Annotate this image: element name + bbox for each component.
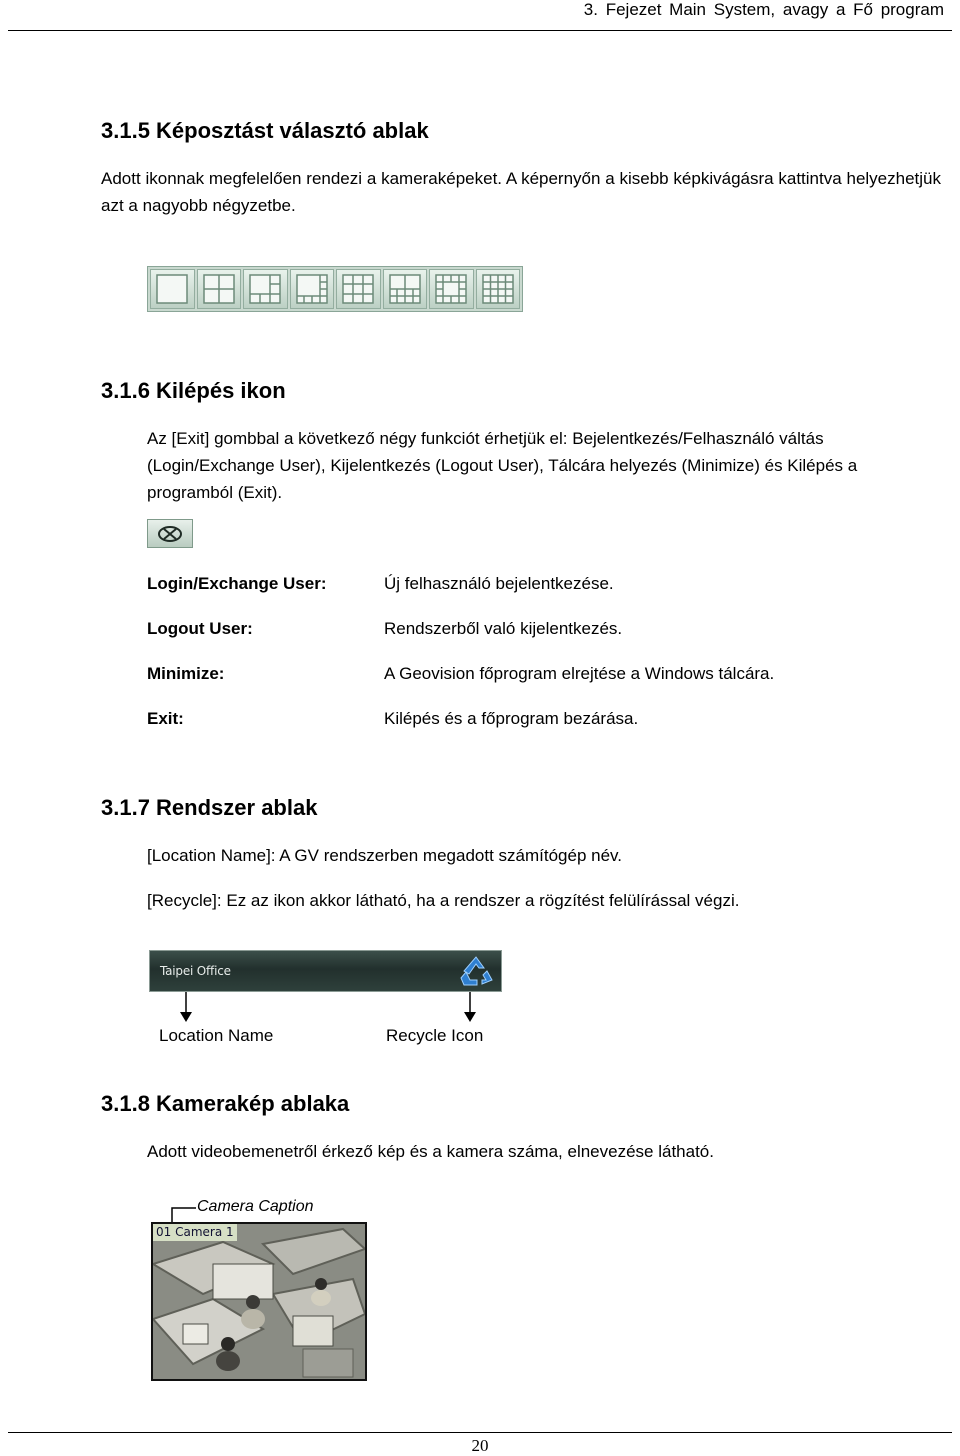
- layout-13-button[interactable]: [429, 269, 474, 309]
- section-3-1-8-body: Adott videobemenetről érkező kép és a kamera száma, elnevezése látható.: [147, 1142, 714, 1161]
- definition-term: Logout User:: [147, 619, 253, 638]
- layout-8-icon: [295, 273, 329, 305]
- page-number: 20: [471, 1436, 489, 1455]
- layout-16-button[interactable]: [476, 269, 521, 309]
- camera-caption: 01 Camera 1: [153, 1224, 237, 1241]
- section-heading-3-1-7: 3.1.7 Rendszer ablak: [101, 795, 318, 820]
- definition-desc: Új felhasználó bejelentkezése.: [384, 574, 614, 593]
- definition-term: Exit:: [147, 709, 184, 728]
- location-name-callout: Location Name: [159, 1026, 274, 1045]
- recycle-icon-callout: Recycle Icon: [386, 1026, 484, 1045]
- running-header: 3. Fejezet Main System, avagy a Fő program: [583, 0, 944, 19]
- section-heading-3-1-6: 3.1.6 Kilépés ikon: [101, 378, 286, 403]
- location-callout-arrowhead: [180, 1012, 192, 1022]
- exit-button[interactable]: [147, 519, 193, 548]
- location-name-description: [Location Name]: A GV rendszerben megadott számítógép név.: [147, 846, 623, 865]
- layout-4-icon: [202, 273, 236, 305]
- section-heading-3-1-8: 3.1.8 Kamerakép ablaka: [101, 1091, 350, 1116]
- section-3-1-6-body: Az [Exit] gombbal a következő négy funkciót érhetjük el: Bejelentkezés/Felhasználó váltás (Login/Exchange User), Kijelentkezés (Logout User), Tálcára helyezés (Minimize) és Kilépés a programból (Exit).: [147, 429, 858, 502]
- layout-9-icon: [341, 273, 375, 305]
- layout-1-icon: [155, 273, 189, 305]
- layout-1-button[interactable]: [150, 269, 195, 309]
- layout-4-button[interactable]: [197, 269, 242, 309]
- layout-6-icon: [248, 273, 282, 305]
- callout-arrows: [170, 992, 490, 1024]
- layout-13-icon: [434, 273, 468, 305]
- location-name-value: Taipei Office: [160, 964, 231, 978]
- header-rule: [8, 30, 952, 31]
- camera-scene-image: [153, 1224, 365, 1379]
- section-heading-3-1-5: 3.1.5 Képosztást választó ablak: [101, 118, 429, 143]
- recycle-callout-arrowhead: [464, 1012, 476, 1022]
- layout-selector-toolbar: [147, 266, 523, 312]
- system-window-bar: [149, 950, 502, 992]
- layout-16-icon: [481, 273, 515, 305]
- definition-term: Minimize:: [147, 664, 225, 683]
- definition-desc: Rendszerből való kijelentkezés.: [384, 619, 623, 638]
- camera-view[interactable]: [151, 1222, 367, 1381]
- definition-desc: A Geovision főprogram elrejtése a Windows tálcára.: [384, 664, 775, 683]
- layout-10-button[interactable]: [383, 269, 428, 309]
- recycle-description: [Recycle]: Ez az ikon akkor látható, ha a rendszer a rögzítést felülírással végzi.: [147, 891, 740, 910]
- camera-caption-callout: Camera Caption: [197, 1198, 314, 1215]
- definition-term: Login/Exchange User:: [147, 574, 327, 593]
- definition-desc: Kilépés és a főprogram bezárása.: [384, 709, 639, 728]
- layout-10-icon: [388, 273, 422, 305]
- layout-6-button[interactable]: [243, 269, 288, 309]
- recycle-icon[interactable]: [456, 954, 496, 988]
- layout-8-button[interactable]: [290, 269, 335, 309]
- footer-rule: [8, 1432, 952, 1433]
- layout-9-button[interactable]: [336, 269, 381, 309]
- exit-icon: [156, 525, 184, 543]
- section-3-1-5-body: Adott ikonnak megfelelően rendezi a kameraképeket. A képernyőn a kisebb képkivágásra kattintva helyezhetjük azt a nagyobb négyzetbe.: [101, 169, 941, 215]
